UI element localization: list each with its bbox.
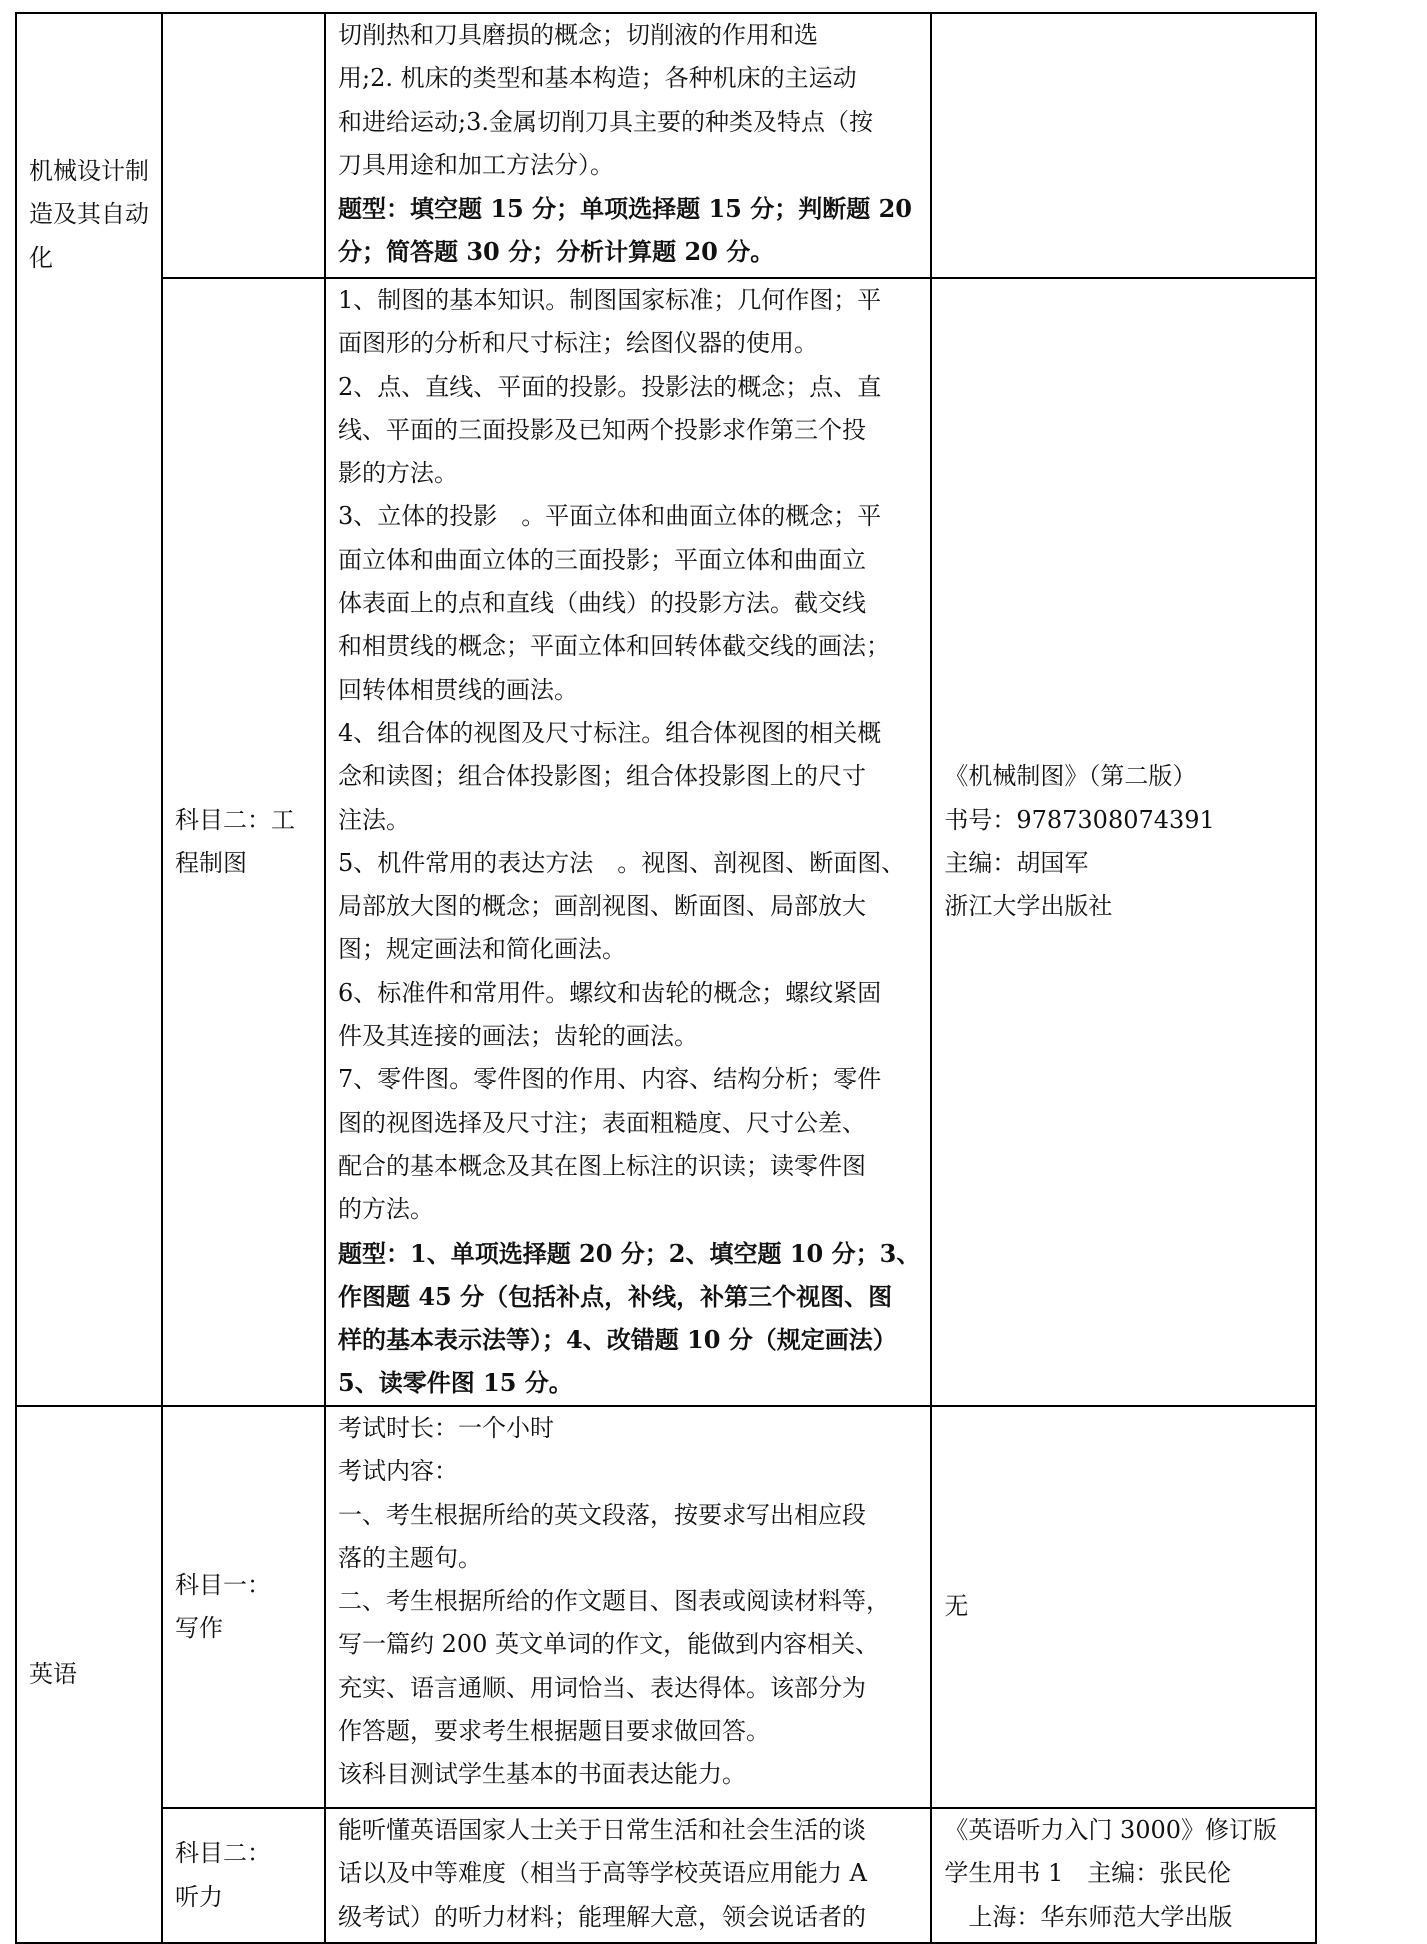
content-line: 切削热和刀具磨损的概念；切削液的作用和选 — [338, 21, 818, 49]
content-line: 面图形的分析和尺寸标注；绘图仪器的使用。 — [338, 329, 818, 358]
content-line: 该科目测试学生基本的书面表达能力。 — [338, 1760, 746, 1789]
content-line: 线、平面的三面投影及已知两个投影求作第三个投 — [338, 415, 866, 444]
subject-line: 程制图 — [175, 849, 247, 877]
table-row — [16, 1406, 1316, 1808]
subject-line: 科目二：工 — [175, 805, 295, 834]
content-line: 2、点、直线、平面的投影。投影法的概念；点、直 — [338, 372, 882, 401]
question-type-line: 5、读零件图 15 分。 — [338, 1368, 573, 1398]
content-cell — [325, 13, 931, 278]
content-line: 一、考生根据所给的英文段落，按要求写出相应段 — [338, 1500, 866, 1529]
content-line: 件及其连接的画法；齿轮的画法。 — [338, 1022, 698, 1051]
content-line: 用;2. 机床的类型和基本构造；各种机床的主运动 — [338, 64, 857, 93]
content-line: 体表面上的点和直线（曲线）的投影方法。截交线 — [338, 589, 866, 618]
content-line: 和进给运动;3.金属切削刀具主要的种类及特点（按 — [338, 107, 873, 136]
content-line: 落的主题句。 — [338, 1543, 482, 1572]
subject-cell — [162, 278, 325, 1406]
content-cell — [325, 1808, 931, 1943]
subject-line: 科目二： — [175, 1839, 271, 1868]
book-publisher: 浙江大学出版社 — [944, 892, 1113, 921]
exam-syllabus-table — [15, 12, 1317, 1944]
table-row — [16, 1808, 1316, 1943]
content-line: 5、机件常用的表达方法 。视图、剖视图、断面图、 — [338, 848, 906, 877]
content-line: 和相贯线的概念；平面立体和回转体截交线的画法； — [338, 632, 890, 661]
book-cell — [931, 1406, 1316, 1808]
book-publisher: 上海：华东师范大学出版 — [944, 1902, 1233, 1931]
subject-line: 听力 — [175, 1882, 223, 1911]
major-cell — [16, 1406, 162, 1943]
book-cell — [931, 278, 1316, 1406]
content-cell — [325, 1406, 931, 1808]
content-line: 考试内容： — [338, 1457, 458, 1486]
content-line: 能听懂英语国家人士关于日常生活和社会生活的谈 — [338, 1816, 866, 1844]
content-line: 念和读图；组合体投影图；组合体投影图上的尺寸 — [338, 762, 866, 791]
book-cell — [931, 1808, 1316, 1943]
content-line: 图；规定画法和简化画法。 — [338, 935, 626, 964]
book-cell — [931, 13, 1316, 278]
book-title: 《英语听力入门 3000》修订版 — [944, 1816, 1278, 1844]
question-type-line: 样的基本表示法等）；4、改错题 10 分（规定画法） — [338, 1325, 897, 1355]
table-row — [16, 13, 1316, 278]
book-editor: 学生用书 1 主编：张民伦 — [944, 1859, 1232, 1888]
major-cell — [16, 13, 162, 1406]
major-line: 造及其自动 — [29, 200, 149, 229]
content-line: 回转体相贯线的画法。 — [338, 675, 578, 704]
content-cell — [325, 278, 931, 1406]
content-line: 充实、语言通顺、用词恰当、表达得体。该部分为 — [338, 1673, 866, 1702]
subject-cell — [162, 1808, 325, 1943]
content-line: 面立体和曲面立体的三面投影；平面立体和曲面立 — [338, 545, 866, 574]
content-line: 作答题，要求考生根据题目要求做回答。 — [338, 1717, 770, 1746]
question-type-line: 分；简答题 30 分；分析计算题 20 分。 — [338, 237, 775, 267]
subject-cell — [162, 1406, 325, 1808]
content-line: 影的方法。 — [338, 459, 458, 488]
content-line: 3、立体的投影 。平面立体和曲面立体的概念；平 — [338, 502, 882, 531]
content-line: 局部放大图的概念；画剖视图、断面图、局部放大 — [338, 892, 866, 921]
book-isbn: 书号：9787308074391 — [944, 805, 1215, 834]
content-line: 级考试）的听力材料；能理解大意，领会说话者的 — [338, 1902, 866, 1931]
content-line: 7、零件图。零件图的作用、内容、结构分析；零件 — [338, 1065, 882, 1094]
content-line: 配合的基本概念及其在图上标注的识读；读零件图 — [338, 1151, 866, 1180]
book-editor: 主编：胡国军 — [944, 849, 1089, 877]
content-line: 4、组合体的视图及尺寸标注。组合体视图的相关概 — [338, 718, 882, 747]
content-line: 写一篇约 200 英文单词的作文，能做到内容相关、 — [338, 1630, 880, 1659]
subject-cell — [162, 13, 325, 278]
subject-line: 写作 — [175, 1614, 223, 1642]
table-row — [16, 278, 1316, 1406]
content-line: 刀具用途和加工方法分）。 — [338, 150, 614, 179]
content-line: 考试时长：一个小时 — [338, 1414, 554, 1442]
content-line: 二、考生根据所给的作文题目、图表或阅读材料等， — [338, 1587, 890, 1616]
question-type-line: 题型：1、单项选择题 20 分；2、填空题 10 分；3、 — [338, 1238, 921, 1268]
content-line: 的方法。 — [338, 1195, 434, 1224]
major-line: 化 — [29, 243, 53, 272]
content-line: 1、制图的基本知识。制图国家标准；几何作图；平 — [338, 286, 882, 314]
major-line: 英语 — [29, 1659, 77, 1688]
content-line: 注法。 — [338, 805, 410, 834]
content-line: 6、标准件和常用件。螺纹和齿轮的概念；螺纹紧固 — [338, 978, 882, 1007]
major-line: 机械设计制 — [29, 157, 149, 185]
content-line: 图的视图选择及尺寸注；表面粗糙度、尺寸公差、 — [338, 1108, 866, 1137]
question-type-line: 题型：填空题 15 分；单项选择题 15 分；判断题 20 — [338, 194, 912, 224]
subject-line: 科目一： — [175, 1570, 271, 1599]
question-type-line: 作图题 45 分（包括补点，补线，补第三个视图、图 — [338, 1281, 893, 1311]
book-title: 无 — [944, 1592, 969, 1621]
book-title: 《机械制图》（第二版） — [944, 762, 1197, 791]
content-line: 话以及中等难度（相当于高等学校英语应用能力 A — [338, 1859, 867, 1888]
